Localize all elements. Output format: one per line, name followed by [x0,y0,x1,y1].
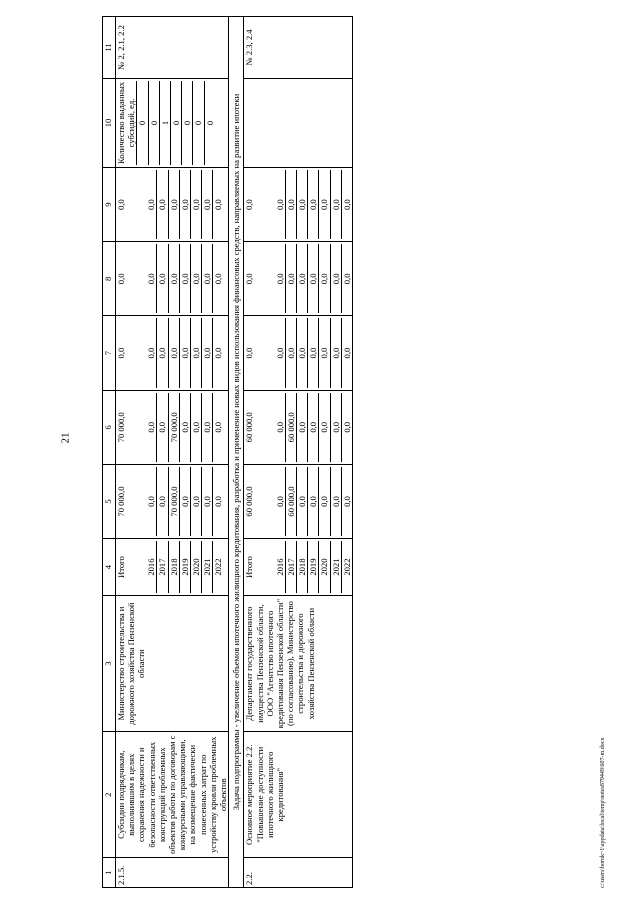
col7-value: 0,0 [330,318,341,387]
year-value: 2016 [146,558,157,576]
col8-value: 0,0 [307,244,318,313]
col8-value: 0,0 [285,244,296,313]
col9-value: 0,0 [116,199,126,211]
header-col-2: 2 [103,732,116,858]
measure-name: Основное мероприятие 2.2. "Повышение доступности ипотечного жилищного кредитования" [244,732,353,858]
col9-value: 0,0 [341,170,352,239]
col6-values [116,390,229,464]
col9-value: 0,0 [201,170,212,239]
task-row [229,17,244,888]
col5-value: 0,0 [341,467,352,536]
col9-value: 0,0 [212,170,223,239]
col7-value: 0,0 [156,318,167,387]
col9-value: 0,0 [318,170,329,239]
col7-value: 0,0 [179,318,190,387]
col7-value: 0,0 [341,318,352,387]
col7-value: 0,0 [296,318,307,387]
col5-value: 0,0 [330,467,341,536]
header-col-5: 5 [103,464,116,538]
header-col-11: 11 [103,17,116,79]
year-value: 2018 [296,541,307,593]
col10-values [244,78,353,167]
col9-values [116,168,229,242]
col8-value: 0,0 [274,273,285,285]
col5-value: 0,0 [190,467,201,536]
col8-values [244,242,353,316]
col6-value: 60 000,0 [244,412,255,443]
measure-name: Субсидии подрядчикам, выполнившим в целях сохранения надежности и безопасности ответственных конструкций проблемных объектов работы по договорам с конкурсными управляющими, на возмещение фактически понесенных затрат по устройству кровли проблемных объектов [116,732,229,858]
col8-value: 0,0 [212,244,223,313]
col8-value: 0,0 [116,273,126,285]
col7-value: 0,0 [190,318,201,387]
header-row [103,17,116,888]
col10-value: 0 [204,81,215,165]
col10-heading: Количество выданных субсидий, ед. [116,81,137,165]
col5-value: 60 000,0 [244,486,255,517]
col7-value: 0,0 [201,318,212,387]
year-value: 2017 [285,541,296,593]
col8-value: 0,0 [168,244,179,313]
col10-value: 0 [170,81,181,165]
years-col [244,539,353,596]
executor: Министерство строительства и дорожного хозяйства Пензенской области [116,596,229,732]
col5-value: 70 000,0 [116,486,126,517]
col6-value: 70 000,0 [116,412,126,443]
col7-value: 0,0 [285,318,296,387]
col10-value: 0 [136,81,147,165]
year-value: 2019 [307,541,318,593]
col5-values [116,464,229,538]
col9-value: 0,0 [156,170,167,239]
col6-value: 0,0 [156,393,167,462]
col7-value: 0,0 [307,318,318,387]
col5-value: 0,0 [307,467,318,536]
year-value: 2021 [201,541,212,593]
row-num: 2.1.5. [116,858,229,888]
col7-value: 0,0 [168,318,179,387]
col8-value: 0,0 [330,244,341,313]
col6-value: 0,0 [330,393,341,462]
year-value: Итого [244,556,255,578]
col10-value: 0 [192,81,203,165]
col7-value: 0,0 [318,318,329,387]
col5-value: 0,0 [201,467,212,536]
header-col-3: 3 [103,596,116,732]
executor: Департамент государственного имущества Пензенской области, ООО "Агентство ипотечного кредитования Пензенской области" (по согласованию), Министерство строительства и дорожного хозяйства Пензенской области [244,596,353,732]
year-value: 2022 [341,541,352,593]
col5-value: 0,0 [146,496,157,507]
year-value: 2022 [212,541,223,593]
col5-value: 60 000,0 [285,467,296,536]
page-number: 21 [59,432,72,444]
col10-value: 0 [148,81,159,165]
col6-values [244,390,353,464]
col5-value: 0,0 [179,467,190,536]
col5-values [244,464,353,538]
col8-value: 0,0 [341,244,352,313]
year-value: 2021 [330,541,341,593]
col10-value: 0 [181,81,192,165]
header-col-7: 7 [103,316,116,390]
col8-value: 0,0 [296,244,307,313]
col6-value: 0,0 [307,393,318,462]
row-2-2 [244,17,353,888]
header-col-8: 8 [103,242,116,316]
col9-values [244,168,353,242]
col9-value: 0,0 [146,199,157,211]
years-col [116,539,229,596]
col9-value: 0,0 [285,170,296,239]
col5-value: 0,0 [318,467,329,536]
col6-value: 0,0 [274,421,285,433]
year-value: 2017 [156,541,167,593]
col9-value: 0,0 [168,170,179,239]
rotated-table-sheet [102,16,611,888]
col6-value: 70 000,0 [168,393,179,462]
col8-value: 0,0 [201,244,212,313]
col7-value: 0,0 [274,347,285,359]
year-value: 2020 [190,541,201,593]
row-num: 2.2. [244,858,353,888]
col9-value: 0,0 [296,170,307,239]
col7-value: 0,0 [212,318,223,387]
header-col-9: 9 [103,168,116,242]
col8-value: 0,0 [190,244,201,313]
row-2-1-5 [116,17,229,888]
header-col-4: 4 [103,539,116,596]
header-col-1: 1 [103,858,116,888]
col7-values [244,316,353,390]
year-value: 2019 [179,541,190,593]
col6-value: 0,0 [179,393,190,462]
col9-value: 0,0 [330,170,341,239]
col8-value: 0,0 [179,244,190,313]
col6-value: 0,0 [212,393,223,462]
year-value: 2016 [274,558,285,576]
indicator-ref: № 2, 2.1, 2.2 [116,17,229,79]
task-text: Задача подпрограммы - увеличение объемов ипотечного жилищного кредитования, разработка и применение новых видов использования финансовых средств, направляемых на развитие ипотеки [229,17,244,888]
col5-value: 0,0 [274,496,285,507]
col7-value: 0,0 [146,347,157,359]
col6-value: 0,0 [318,393,329,462]
col7-value: 0,0 [244,347,255,359]
col8-value: 0,0 [244,273,255,285]
header-col-10: 10 [103,78,116,167]
year-value: 2018 [168,541,179,593]
col8-values [116,242,229,316]
col7-values [116,316,229,390]
col10-value: 1 [159,81,170,165]
col6-value: 0,0 [146,421,157,433]
col6-value: 0,0 [296,393,307,462]
year-value: 2020 [318,541,329,593]
header-col-6: 6 [103,390,116,464]
col8-value: 0,0 [318,244,329,313]
col7-value: 0,0 [116,347,126,359]
col9-value: 0,0 [244,199,255,211]
col6-value: 0,0 [201,393,212,462]
col6-value: 60 000,0 [285,393,296,462]
footer-path: c:\users\borok~1\appdata\local\temp\notes879449\607-m.docx [600,737,606,888]
col6-value: 0,0 [341,393,352,462]
col9-value: 0,0 [307,170,318,239]
col8-value: 0,0 [146,273,157,285]
col6-value: 0,0 [190,393,201,462]
col9-value: 0,0 [274,199,285,211]
col10-values [116,78,229,167]
program-table [102,16,353,888]
col9-value: 0,0 [190,170,201,239]
year-value: Итого [116,556,126,578]
col5-value: 0,0 [212,467,223,536]
indicator-ref: № 2.3, 2.4 [244,17,353,79]
col9-value: 0,0 [179,170,190,239]
col5-value: 0,0 [156,467,167,536]
col5-value: 70 000,0 [168,467,179,536]
col8-value: 0,0 [156,244,167,313]
col5-value: 0,0 [296,467,307,536]
